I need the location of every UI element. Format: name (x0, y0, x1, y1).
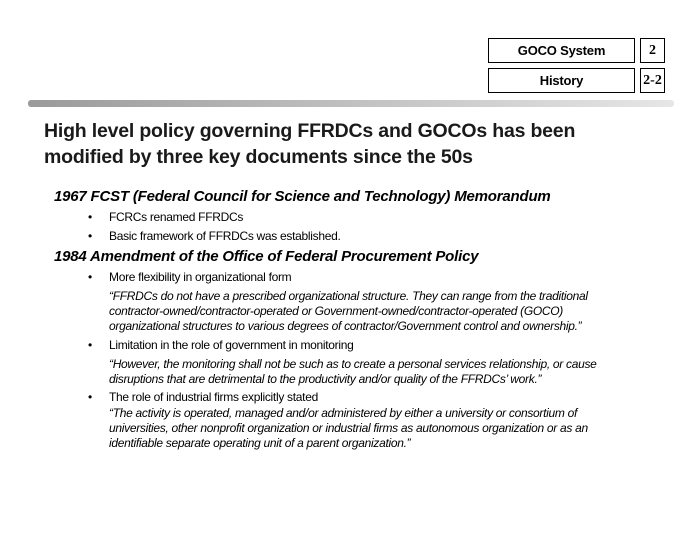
subpage-number-box (640, 68, 665, 93)
header-divider (28, 100, 674, 107)
bullet-marker: • (88, 338, 93, 352)
page-title (44, 118, 664, 170)
subsection-label-box (488, 68, 635, 93)
quote-line: organizational structures to various degrees of contractor/Government control and ownership.” (109, 319, 582, 333)
page-number-box (640, 38, 665, 63)
section-heading: 1967 FCST (Federal Council for Science and Technology) Memorandum (54, 188, 551, 205)
quote-line: identifiable separate operating unit of a parent organization.” (109, 436, 411, 450)
title-line: modified by three key documents since the 50s (44, 146, 473, 168)
quote-block (109, 406, 629, 451)
page-number: 2 (649, 42, 656, 58)
bullet-text: Basic framework of FFRDCs was established. (109, 229, 341, 243)
quote-line: disruptions that are detrimental to the productivity and/or quality of the FFRDCs’ work.” (109, 372, 542, 386)
quote-line: contractor-owned/contractor-operated or Government-owned/contractor-operated (GOCO) (109, 304, 563, 318)
bullet-text: Limitation in the role of government in monitoring (109, 338, 354, 352)
quote-block (109, 357, 629, 387)
section-heading: 1984 Amendment of the Office of Federal Procurement Policy (54, 248, 479, 265)
title-line: High level policy governing FFRDCs and GOCOs has been (44, 120, 576, 142)
bullet-marker: • (88, 390, 93, 404)
subsection-label: History (539, 73, 584, 88)
quote-line: “The activity is operated, managed and/or administered by either a university or consortium of (109, 406, 578, 420)
subpage-number: 2-2 (643, 72, 662, 88)
bullet-marker: • (88, 270, 93, 284)
bullet-marker: • (88, 210, 93, 224)
quote-line: universities, other nonprofit organization or industrial firms as autonomous organization or as an (109, 421, 588, 435)
quote-block (109, 289, 629, 334)
quote-line: “FFRDCs do not have a prescribed organizational structure. They can range from the traditional (109, 289, 588, 303)
bullet-marker: • (88, 229, 93, 243)
bullet-text: FCRCs renamed FFRDCs (109, 210, 244, 224)
section-label: GOCO System (517, 43, 606, 58)
bullet-text: The role of industrial firms explicitly stated (109, 390, 318, 404)
section-label-box (488, 38, 635, 63)
quote-line: “However, the monitoring shall not be such as to create a personal services relationship, or cause (109, 357, 597, 371)
bullet-text: More flexibility in organizational form (109, 270, 292, 284)
